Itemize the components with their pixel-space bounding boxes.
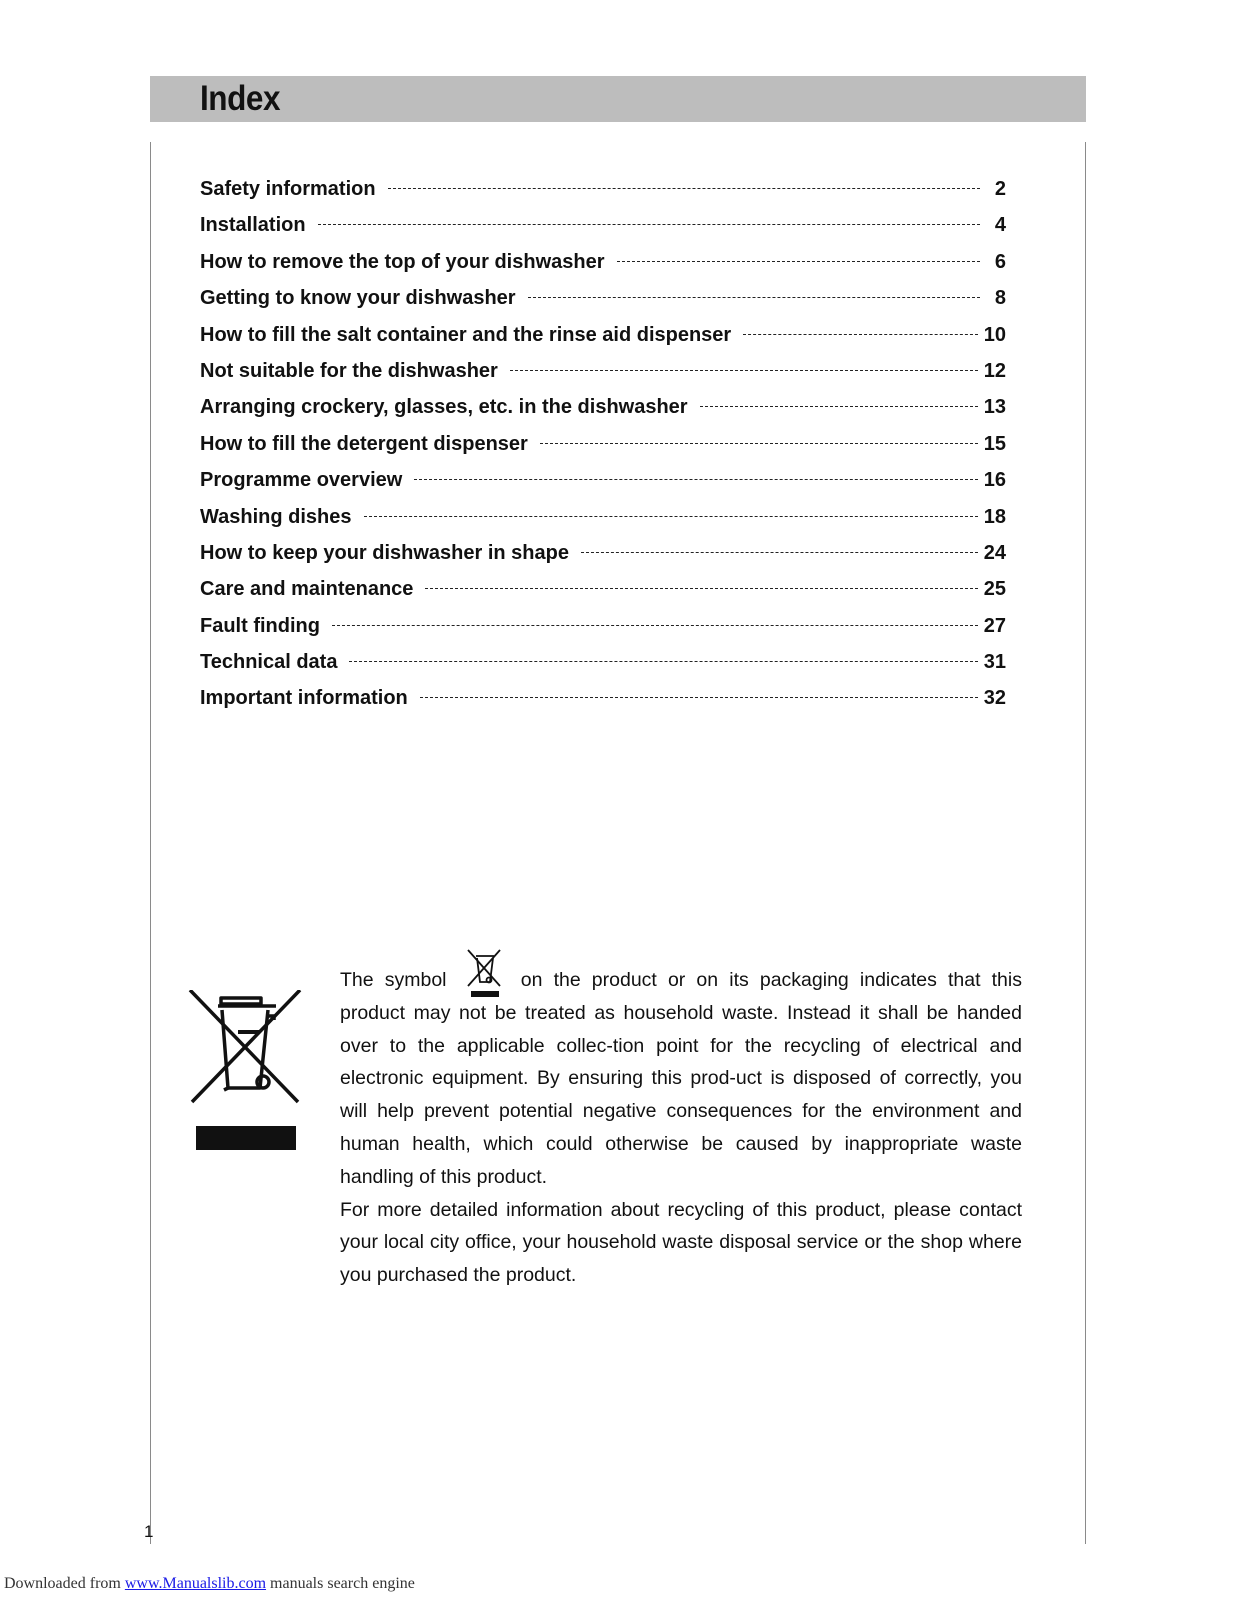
toc-entry-title: Care and maintenance	[200, 578, 414, 601]
toc-entry-title: Fault finding	[200, 614, 320, 637]
toc-entry[interactable]	[200, 251, 1006, 287]
toc-dash-leader	[332, 625, 978, 626]
toc-entry[interactable]	[200, 615, 1006, 651]
toc-entry[interactable]	[200, 360, 1006, 396]
toc-entry-page: 12	[983, 359, 1006, 382]
weee-bin-icon	[188, 990, 306, 1166]
toc-dash-leader	[420, 697, 978, 698]
toc-entry-page: 4	[994, 214, 1006, 237]
toc-entry-page: 8	[994, 287, 1006, 310]
toc-entry-page: 16	[983, 469, 1006, 492]
toc-entry[interactable]	[200, 396, 1006, 432]
toc-entry-title: Washing dishes	[200, 505, 352, 528]
toc-entry[interactable]	[200, 287, 1006, 323]
toc-entry[interactable]	[200, 506, 1006, 542]
toc-dash-leader	[743, 334, 978, 335]
toc-dash-leader	[528, 297, 980, 298]
toc-entry[interactable]	[200, 214, 1006, 250]
toc-entry-title: How to remove the top of your dishwasher	[200, 250, 605, 273]
toc-entry-page: 18	[983, 505, 1006, 528]
toc-entry[interactable]	[200, 178, 1006, 214]
toc-entry-title: How to fill the salt container and the rinse aid dispenser	[200, 323, 732, 346]
toc-dash-leader	[349, 661, 977, 662]
footer-prefix: Downloaded from	[4, 1575, 125, 1592]
toc-entry-title: Not suitable for the dishwasher	[200, 359, 498, 382]
notice-text-rest: on the product or on its packaging indicates that this product may not be treated as household waste. Instead it shall be handed over to the applicable collec-tion point for the recycling of electrical and electronic equipment. By ensuring this prod-uct is disposed of correctly, you will help prevent potential negative consequences for the environment and human health, which could otherwise be caused by inappropriate waste handling of this product.	[340, 969, 1022, 1188]
toc-dash-leader	[364, 516, 978, 517]
toc-entry-page: 2	[994, 178, 1006, 200]
toc-entry[interactable]	[200, 578, 1006, 614]
toc-entry-title: Arranging crockery, glasses, etc. in the dishwasher	[200, 396, 688, 419]
toc-entry-title: Safety information	[200, 178, 376, 200]
footer-suffix: manuals search engine	[266, 1575, 415, 1592]
toc-entry-page: 27	[983, 614, 1006, 637]
toc-entry[interactable]	[200, 687, 1006, 723]
toc-entry[interactable]	[200, 469, 1006, 505]
left-margin-rule	[150, 142, 151, 1544]
page-number: 1	[144, 1522, 154, 1541]
toc-entry-title: Programme overview	[200, 469, 403, 492]
manualslib-link[interactable]: www.Manualslib.com	[124, 1575, 267, 1592]
notice-contact-text: For more detailed information about recycling of this product, please contact your local city office, your household waste disposal service or the shop where you purchased the product.	[340, 1198, 1022, 1287]
toc-entry-title: Getting to know your dishwasher	[200, 287, 516, 310]
title-bar	[150, 76, 1086, 122]
toc-entry[interactable]	[200, 542, 1006, 578]
toc-entry-title: Technical data	[200, 651, 338, 674]
toc-dash-leader	[700, 406, 978, 407]
toc-dash-leader	[581, 552, 978, 553]
right-margin-rule	[1085, 142, 1086, 1544]
toc-entry-page: 15	[983, 432, 1006, 455]
weee-notice	[340, 948, 1022, 1292]
toc-entry-title: Installation	[200, 214, 306, 237]
toc-dash-leader	[540, 443, 978, 444]
toc-dash-leader	[425, 588, 977, 589]
toc-dash-leader	[617, 261, 981, 262]
table-of-contents	[200, 178, 1006, 724]
download-footer	[4, 1575, 415, 1593]
weee-small-icon	[464, 948, 504, 1000]
notice-text-start: The symbol	[340, 969, 447, 991]
toc-entry-page: 24	[983, 541, 1006, 564]
toc-dash-leader	[388, 188, 980, 189]
toc-dash-leader	[414, 479, 977, 480]
toc-dash-leader	[510, 370, 978, 371]
toc-entry-page: 32	[983, 687, 1006, 710]
toc-entry-page: 31	[983, 651, 1006, 674]
toc-entry-page: 10	[983, 323, 1006, 346]
toc-entry-page: 13	[983, 396, 1006, 419]
toc-entry-title: Important information	[200, 687, 408, 710]
toc-dash-leader	[318, 224, 980, 225]
toc-entry-page: 6	[994, 250, 1006, 273]
toc-entry[interactable]	[200, 651, 1006, 687]
page-title: Index	[200, 79, 281, 118]
toc-entry[interactable]	[200, 324, 1006, 360]
toc-entry[interactable]	[200, 433, 1006, 469]
toc-entry-title: How to fill the detergent dispenser	[200, 432, 528, 455]
toc-entry-page: 25	[983, 578, 1006, 601]
toc-entry-title: How to keep your dishwasher in shape	[200, 541, 569, 564]
